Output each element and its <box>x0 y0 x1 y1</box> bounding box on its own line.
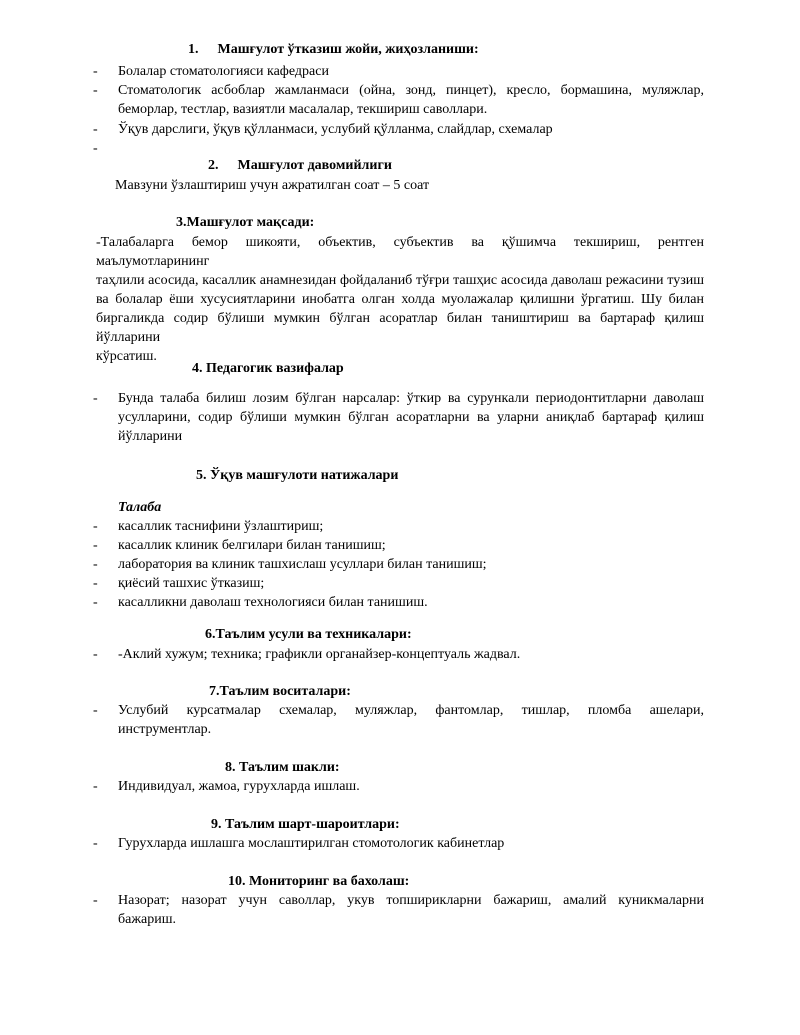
section-2-number: 2. <box>208 158 219 173</box>
bullet-dash: - <box>93 141 98 156</box>
bullet-dash: - <box>93 64 98 79</box>
list-item <box>118 701 704 739</box>
bullet-dash: - <box>93 538 98 553</box>
list-item <box>118 891 704 929</box>
bullet-dash: - <box>93 647 98 662</box>
bullet-dash: - <box>93 893 98 908</box>
list-item-line: беморлар, тестлар, вазиятли масалалар, текшириш саволлари. <box>118 102 488 117</box>
bullet-dash: - <box>93 576 98 591</box>
bullet-dash: - <box>93 122 98 137</box>
section-5-title: 5. Ўқув машғулоти натижалари <box>196 468 399 483</box>
bullet-dash: - <box>93 83 98 98</box>
list-item-line: Услубий курсатмалар схемалар, муляжлар, фантомлар, тишлар, пломба ашелари, <box>118 703 704 718</box>
paragraph-line: ва болалар ёши хусусиятларини инобатга олган холда муолажалар қилишни ўргатиш. Шу билан <box>96 292 704 307</box>
section-6-title: 6.Таълим усули ва техникалари: <box>205 627 412 642</box>
bullet-dash: - <box>93 703 98 718</box>
section-3-title: 3.Машғулот мақсади: <box>176 215 315 230</box>
list-item: лаборатория ва клиник ташхислаш усуллари билан танишиш; <box>118 557 487 572</box>
list-item: касаллик таснифини ўзлаштириш; <box>118 519 324 534</box>
paragraph-line: -Талабаларга бемор шикояти, объектив, субъектив ва қўшимча текшириш, рентген маълумотларининг <box>96 235 704 269</box>
bullet-dash: - <box>93 519 98 534</box>
list-item: -Аклий хужум; техника; графикли органайзер-концептуаль жадвал. <box>118 647 521 662</box>
section-3-paragraph <box>96 233 704 366</box>
list-item <box>118 389 704 446</box>
bullet-dash: - <box>93 557 98 572</box>
section-2-text: Мавзуни ўзлаштириш учун ажратилган соат – 5 соат <box>115 178 430 193</box>
list-item: Гурухларда ишлашга мослаштирилган стомотологик кабинетлар <box>118 836 505 851</box>
bullet-dash: - <box>93 595 98 610</box>
section-10-title: 10. Мониторинг ва бахолаш: <box>228 874 410 889</box>
list-item: Ўқув дарслиги, ўқув қўлланмаси, услубий қўлланма, слайдлар, схемалар <box>118 122 553 137</box>
list-item: Болалар стоматологияси кафедраси <box>118 64 329 79</box>
bullet-dash: - <box>93 836 98 851</box>
list-item: касалликни даволаш технологияси билан танишиш. <box>118 595 428 610</box>
list-item-line: Стоматологик асбоблар жамланмаси (ойна, зонд, пинцет), кресло, бормашина, муляжлар, <box>118 83 704 98</box>
section-4-title: 4. Педагогик вазифалар <box>192 361 344 376</box>
paragraph-line: биргаликда содир бўлиши мумкин бўлган асоратлар билан таништириш ва бартараф қилиш йўлларини <box>96 311 704 345</box>
section-8-title: 8. Таълим шакли: <box>225 760 340 775</box>
section-9-title: 9. Таълим шарт-шароитлари: <box>211 817 400 832</box>
section-1-heading <box>188 40 479 59</box>
list-item-line: бажариш. <box>118 912 176 927</box>
section-1-title: Машғулот ўтказиш жойи, жиҳозланиши: <box>217 42 479 57</box>
paragraph-line: кўрсатиш. <box>96 349 157 364</box>
section-5-subtitle: Талаба <box>118 500 162 515</box>
section-7-title: 7.Таълим воситалари: <box>209 684 351 699</box>
list-item <box>118 81 704 119</box>
section-1-number: 1. <box>188 42 199 57</box>
bullet-dash: - <box>93 779 98 794</box>
section-2-heading <box>208 156 392 175</box>
list-item: қиёсий ташхис ўтказиш; <box>118 576 265 591</box>
list-item-line: инструментлар. <box>118 722 212 737</box>
section-2-title: Машғулот давомийлиги <box>237 158 392 173</box>
list-item-line: усулларини, содир бўлиши мумкин бўлган асоратларни ва уларни аниқлаб бартараф қилиш <box>118 410 704 425</box>
paragraph-line: таҳлили асосида, касаллик анамнезидан фойдаланиб тўғри ташҳис асосида даволаш режасини тузиш <box>96 273 704 288</box>
list-item-line: Назорат; назорат учун саволлар, укув топширикларни бажариш, амалий куникмаларни <box>118 893 704 908</box>
list-item: касаллик клиник белгилари билан танишиш; <box>118 538 386 553</box>
list-item: Индивидуал, жамоа, гурухларда ишлаш. <box>118 779 360 794</box>
bullet-dash: - <box>93 391 98 406</box>
list-item-line: йўлларини <box>118 429 183 444</box>
list-item-line: Бунда талаба билиш лозим бўлган нарсалар: ўткир ва сурункали периодонтитларни даволаш <box>118 391 704 406</box>
